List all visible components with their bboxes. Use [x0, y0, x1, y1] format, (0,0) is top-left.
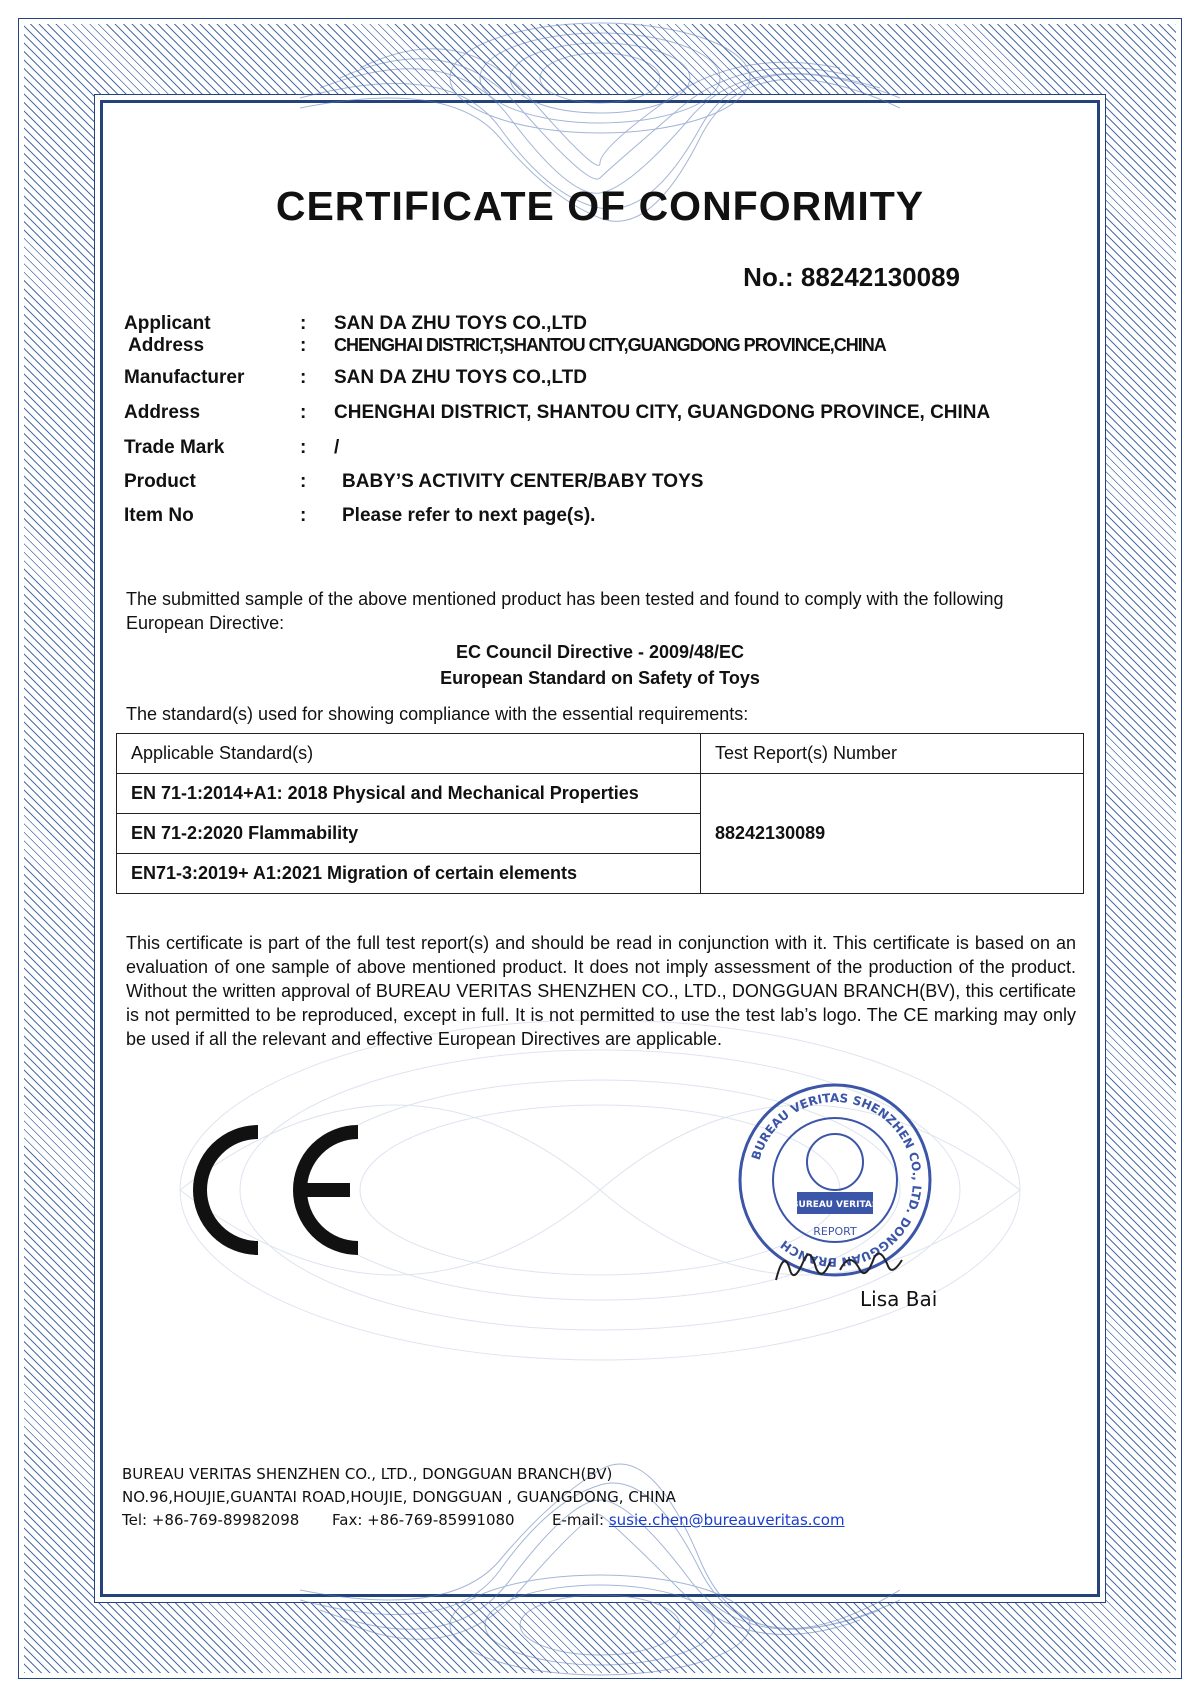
- header-applicable-standards: Applicable Standard(s): [117, 734, 701, 774]
- field-value-applicant-address: CHENGHAI DISTRICT,SHANTOU CITY,GUANGDONG PROVINCE,CHINA: [334, 335, 886, 355]
- svg-text:BUREAU VERITAS SHENZHEN CO., L: BUREAU VERITAS SHENZHEN CO., LTD. DONGGUAN BRANCH: [748, 1090, 925, 1270]
- test-report-number-cell: 88242130089: [701, 774, 1084, 894]
- field-colon: :: [300, 335, 307, 356]
- field-colon: :: [300, 505, 307, 526]
- field-colon: :: [300, 471, 307, 492]
- field-label-trade-mark: Trade Mark: [124, 437, 225, 458]
- field-colon: :: [300, 402, 307, 423]
- table-header-row: [117, 734, 1084, 774]
- ce-mark-logo: [180, 1120, 370, 1260]
- signer-name: Lisa Bai: [860, 1287, 938, 1311]
- email-link[interactable]: susie.chen@bureauveritas.com: [608, 1511, 845, 1529]
- standards-table: [116, 733, 1084, 894]
- field-colon: :: [300, 437, 307, 458]
- header-test-report-number: Test Report(s) Number: [701, 734, 1084, 774]
- field-value-manufacturer-address: CHENGHAI DISTRICT, SHANTOU CITY, GUANGDONG PROVINCE, CHINA: [334, 402, 991, 423]
- standard-cell: EN71-3:2019+ A1:2021 Migration of certain elements: [117, 854, 701, 894]
- field-label-applicant: Applicant: [124, 313, 211, 334]
- table-row: [117, 774, 1084, 814]
- certificate-title: CERTIFICATE OF CONFORMITY: [275, 183, 925, 229]
- compliance-intro-text: The submitted sample of the above mentioned product has been tested and found to comply with the following European Directive:: [126, 589, 1004, 633]
- directive-standard-line: European Standard on Safety of Toys: [440, 668, 760, 688]
- field-label-manufacturer-address: Address: [124, 402, 201, 423]
- field-label-item-no: Item No: [124, 505, 194, 526]
- field-label-manufacturer: Manufacturer: [124, 367, 245, 388]
- handwritten-signature: [770, 1240, 920, 1290]
- standard-cell: EN 71-1:2014+A1: 2018 Physical and Mechanical Properties: [117, 774, 701, 814]
- field-colon: :: [300, 313, 307, 334]
- standards-intro-text: The standard(s) used for showing compliance with the essential requirements:: [126, 704, 749, 724]
- footer-email: [552, 1511, 845, 1529]
- certificate-number: No.: 88242130089: [743, 262, 960, 292]
- certificate-disclaimer: This certificate is part of the full test report(s) and should be read in conjunction with it. This certificate is based on an evaluation of one sample of above mentioned product. It does not imply assessment of the production of the product. Without the written approval of BUREAU VERITAS SHENZHEN CO., LTD., DONGGUAN BRANCH(BV), this certificate is not permitted to be reproduced, except in full. It is not permitted to use the test lab’s logo. The CE marking may only be used if all the relevant and effective European Directives are applicable.: [126, 933, 1076, 1049]
- footer-company-name: BUREAU VERITAS SHENZHEN CO., LTD., DONGGUAN BRANCH(BV): [122, 1465, 613, 1483]
- directive-line: EC Council Directive - 2009/48/EC: [455, 642, 745, 662]
- field-colon: :: [300, 367, 307, 388]
- field-label-applicant-address: Address: [128, 335, 205, 356]
- footer-address: NO.96,HOUJIE,GUANTAI ROAD,HOUJIE, DONGGUAN , GUANGDONG, CHINA: [122, 1488, 676, 1506]
- stamp-report-text: REPORT: [813, 1225, 857, 1238]
- field-value-manufacturer: SAN DA ZHU TOYS CO.,LTD: [334, 367, 587, 388]
- footer-email-label: E-mail:: [552, 1511, 609, 1529]
- standard-cell: EN 71-2:2020 Flammability: [117, 814, 701, 854]
- field-value-applicant: SAN DA ZHU TOYS CO.,LTD: [334, 313, 587, 334]
- field-value-product: BABY’S ACTIVITY CENTER/BABY TOYS: [342, 471, 704, 492]
- stamp-center-text: BUREAU VERITAS: [791, 1200, 879, 1210]
- field-value-trade-mark: /: [334, 437, 340, 458]
- field-value-item-no: Please refer to next page(s).: [342, 505, 596, 526]
- bottom-rosette-ornament: [300, 1450, 900, 1680]
- footer-fax: Fax: +86-769-85991080: [332, 1511, 515, 1529]
- footer-tel: Tel: +86-769-89982098: [122, 1511, 300, 1529]
- field-label-product: Product: [124, 471, 196, 492]
